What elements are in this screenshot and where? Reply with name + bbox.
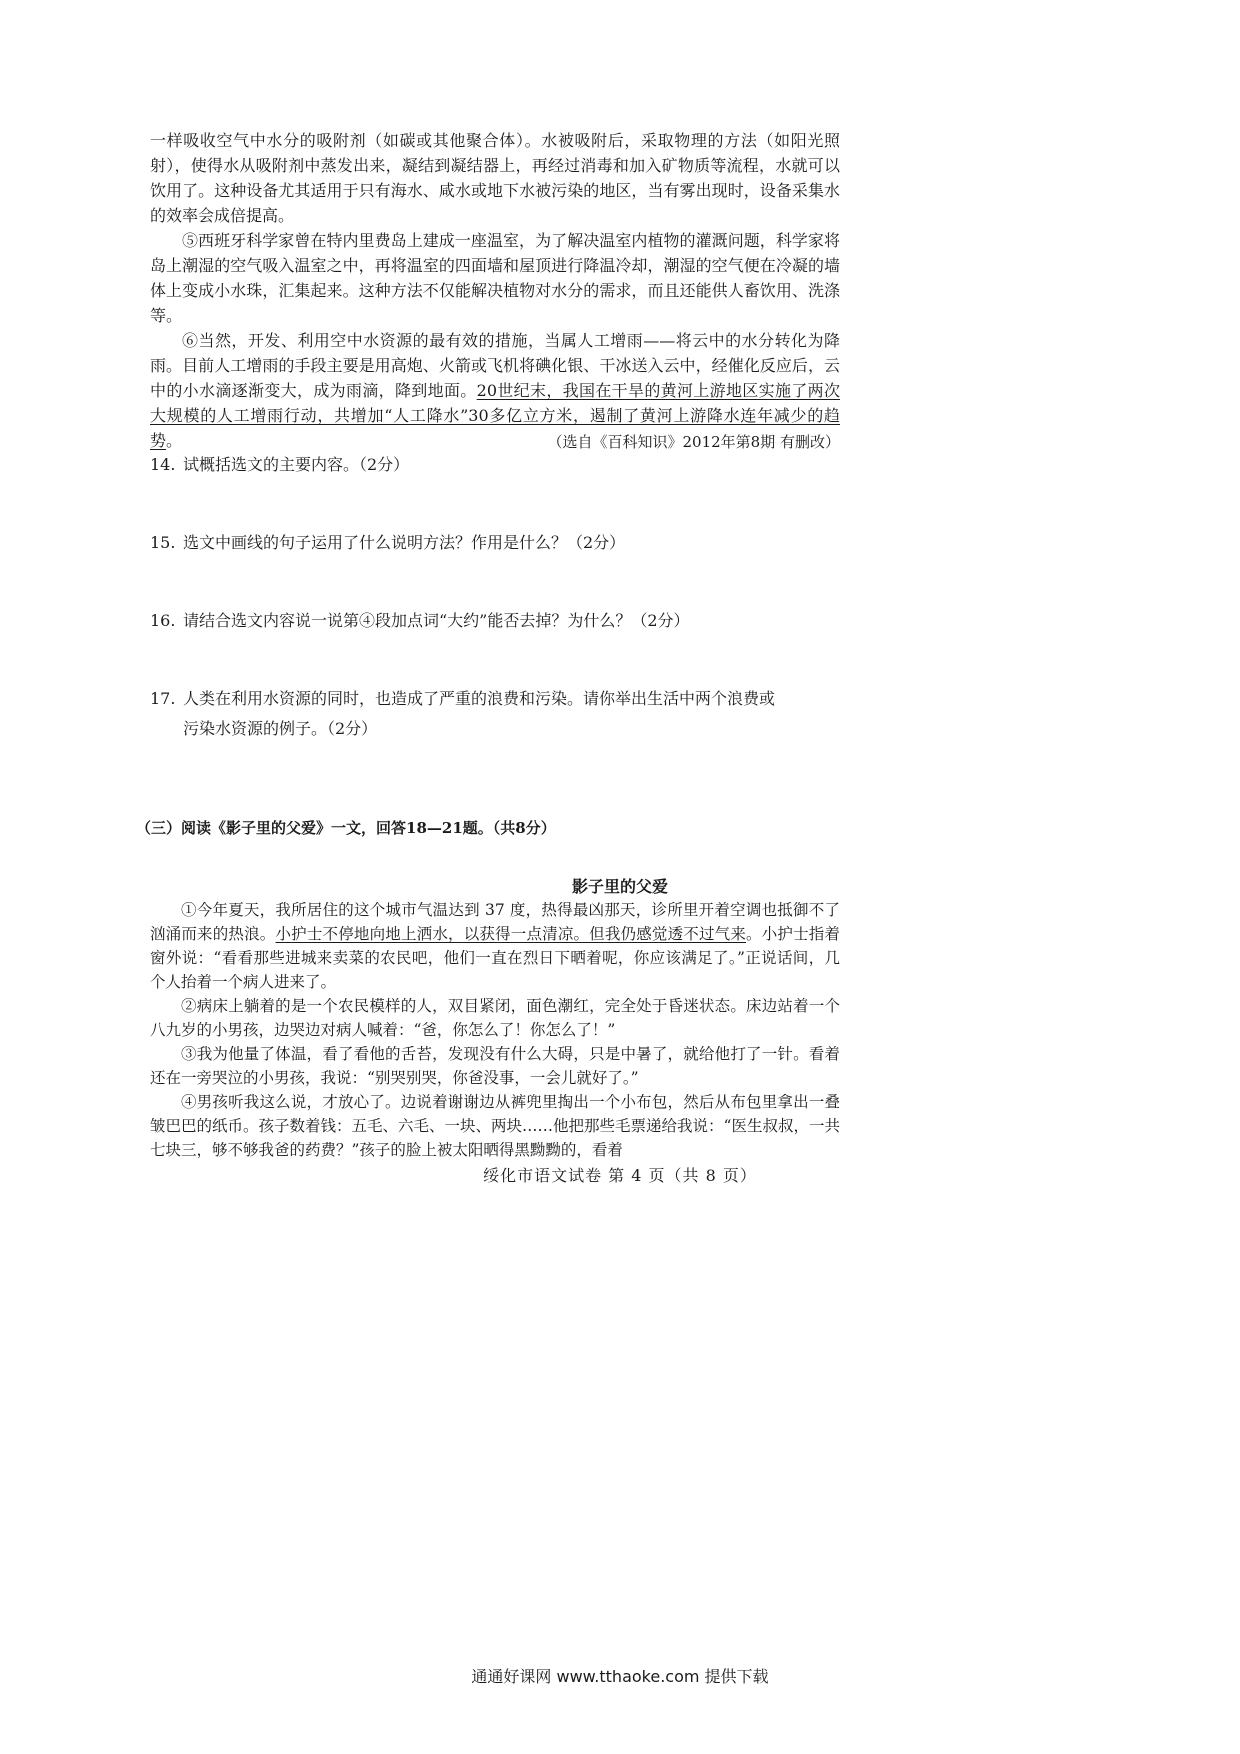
section-heading: （三）阅读《影子里的父爱》一文，回答18—21题。（共8分） (136, 819, 556, 837)
article-paragraph-3: ③我为他量了体温，看了看他的舌苔，发现没有什么大碍，只是中暑了，就给他打了一针。看着还在一旁哭泣的小男孩，我说：“别哭别哭，你爸没事，一会儿就好了。” (150, 1045, 840, 1087)
question-15: 15. 选文中画线的句子运用了什么说明方法？作用是什么？（2分） (150, 533, 626, 552)
article-paragraph-2: ②病床上躺着的是一个农民模样的人，双目紧闭，面色潮红，完全处于昏迷状态。床边站着一个八九岁的小男孩，边哭边对病人喊着：“爸，你怎么了！你怎么了！” (150, 997, 840, 1039)
passage-paragraph-1 (150, 128, 840, 453)
article-title: 影子里的父爱 (571, 877, 668, 896)
underlined-sentence: 小护士不停地向地上洒水，以获得一点清凉。但我仍感觉透不过气来 (275, 925, 747, 943)
passage-paragraph-5: ⑤西班牙科学家曾在特内里费岛上建成一座温室，为了解决温室内植物的灌溉问题，科学家将岛上潮湿的空气吸入温室之中，再将温室的四面墙和屋顶进行降温冷却，潮湿的空气便在冷凝的墙体上变成小水珠，汇集起来。这种方法不仅能解决植物对水分的需求，而且还能供人畜饮用、洗涤等。 (150, 231, 840, 325)
question-14: 14. 试概括选文的主要内容。（2分） (150, 455, 410, 474)
page-footer: 绥化市语文试卷 第 4 页（共 8 页） (483, 1166, 757, 1185)
question-16: 16. 请结合选文内容说一说第④段加点词“大约”能否去掉？为什么？（2分） (150, 611, 690, 630)
question-17: 17. 人类在利用水资源的同时，也造成了严重的浪费和污染。请你举出生活中两个浪费或 污染水资源的例子。（2分） (150, 689, 776, 738)
article-paragraph-1: ①今年夏天，我所居住的这个城市气温达到 37 度，热得最凶那天，诊所里开着空调也抵御不了汹涌而来的热浪。小护士不停地向地上洒水，以获得一点清凉。但我仍感觉透不过气来。小护士指着窗外说：“看看那些进城来卖菜的农民吧，他们一直在烈日下晒着呢，你应该满足了。”正说话间，几个人抬着一个病人进来了。 (150, 901, 840, 991)
passage-text: 一样吸收空气中水分的吸附剂（如碳或其他聚合体）。水被吸附后，采取物理的方法（如阳光照射），使得水从吸附剂中蒸发出来，凝结到凝结器上，再经过消毒和加入矿物质等流程，水就可以饮用了。这种设备尤其适用于只有海水、咸水或地下水被污染的地区，当有雾出现时，设备采集水的效率会成倍提高。 (150, 131, 840, 225)
download-watermark: 通通好课网 www.tthaoke.com 提供下载 (471, 1667, 769, 1686)
article-body (150, 898, 840, 1162)
source-note: （选自《百科知识》2012年第8期 有删改） (547, 433, 840, 451)
article-paragraph-4: ④男孩听我这么说，才放心了。边说着谢谢边从裤兜里掏出一个小布包，然后从布包里拿出一叠皱巴巴的纸币。孩子数着钱：五毛、六毛、一块、两块……他把那些毛票递给我说：“医生叔叔，一共七块三，够不够我爸的药费？”孩子的脸上被太阳晒得黑黝黝的，看着 (150, 1093, 840, 1159)
passage-paragraph-6: ⑥当然，开发、利用空中水资源的最有效的措施，当属人工增雨——将云中的水分转化为降雨。目前人工增雨的手段主要是用高炮、火箭或飞机将碘化银、干冰送入云中，经催化反应后，云中的小水滴逐渐变大，成为雨滴，降到地面。20世纪末，我国在干旱的黄河上游地区实施了两次大规模的人工增雨行动，共增加“人工降水”30多亿立方米，遏制了黄河上游降水连年减少的趋势。 (150, 331, 840, 450)
underlined-sentence: 20世纪末，我国在干旱的黄河上游地区实施了两次大规模的人工增雨行动，共增加“人工降水”30多亿立方米，遏制了黄河上游降水连年减少的趋势 (150, 381, 840, 450)
